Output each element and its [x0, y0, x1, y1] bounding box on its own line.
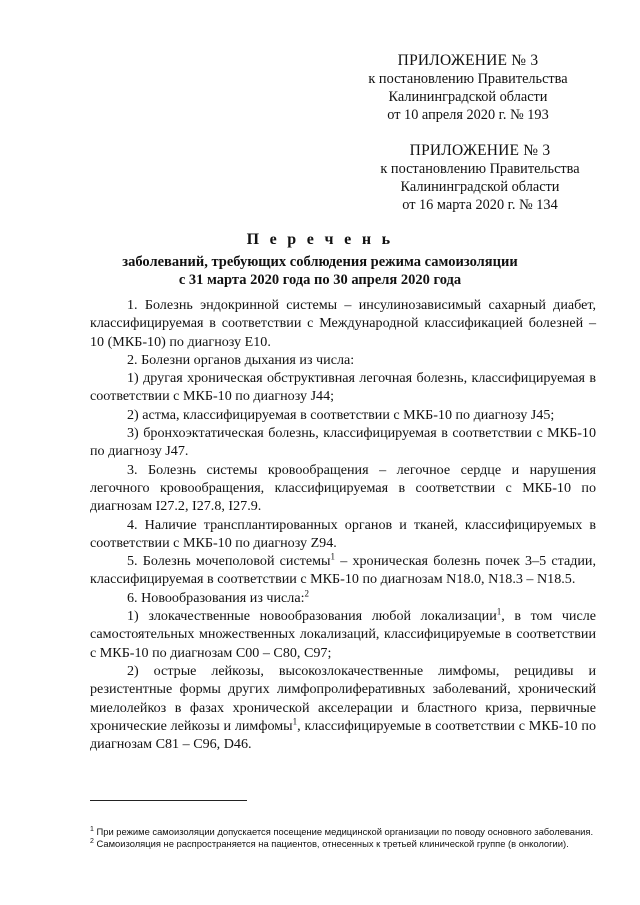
sub-list-item	[90, 607, 596, 662]
sub-list-item	[90, 662, 596, 753]
subtitle-line: с 31 марта 2020 года по 30 апреля 2020 года	[178, 272, 462, 288]
footnote-ref: 1	[292, 716, 298, 727]
appendix-line: Калининградской области	[388, 89, 548, 105]
list-item	[90, 552, 596, 589]
footnote-mark: 2	[90, 837, 94, 845]
appendix-line: Калининградской области	[400, 179, 560, 195]
footnote-ref: 2	[304, 588, 310, 599]
list-item: 3. Болезнь системы кровообращения – легочное сердце и нарушения легочного кровообращения, классифицируемая в соответствии с МКБ-10 по диагнозам I27.2, I27.8, I27.9.	[90, 461, 596, 515]
list-item: 2. Болезни органов дыхания из числа:	[127, 351, 355, 368]
appendix-title: ПРИЛОЖЕНИЕ № 3	[409, 142, 551, 159]
appendix-header-original	[362, 142, 598, 214]
subtitle-line: заболеваний, требующих соблюдения режима самоизоляции	[122, 254, 518, 270]
footnote-text: Самоизоляция не распространяется на пациентов, отнесенных к третьей клинической группе (в онкологии).	[93, 837, 569, 849]
footnote-ref: 1	[330, 551, 336, 562]
footnote-ref: 1	[496, 606, 502, 617]
item-text: 6. Новообразования из числа:	[127, 589, 305, 606]
list-item: 4. Наличие трансплантированных органов и тканей, классифицируемых в соответствии с МКБ-10 по диагнозу Z94.	[90, 516, 596, 551]
document-subtitle	[0, 253, 640, 289]
footnote	[90, 838, 602, 850]
footnote	[90, 826, 602, 838]
appendix-title: ПРИЛОЖЕНИЕ № 3	[397, 52, 539, 69]
document-body	[90, 296, 596, 753]
sub-list-item: 1) другая хроническая обструктивная легочная болезнь, классифицируемая в соответствии с МКБ-10 по диагнозу J44;	[90, 370, 596, 405]
appendix-line: к постановлению Правительства	[380, 161, 580, 177]
item-text: 5. Болезнь мочеполовой системы	[127, 553, 331, 570]
list-item	[90, 589, 596, 607]
item-text: , классифицируемые в соответствии с МКБ-10 по диагнозам C81 – C96, D46.	[90, 717, 596, 753]
document-title-block	[0, 230, 640, 289]
item-text: 2) острые лейкозы, высокозлокачественные лимфомы, рецидивы и резистентные формы других лимфопролиферативных заболеваний, хронический миелолейкоз в фазах хронической акселерации и бластного криза, первичные хронические лейкозы и лимфомы	[90, 662, 596, 734]
appendix-line: к постановлению Правительства	[368, 71, 568, 87]
appendix-date-line: от 16 марта 2020 г. № 134	[402, 197, 558, 213]
appendix-date-line: от 10 апреля 2020 г. № 193	[387, 107, 549, 123]
appendix-header-current	[338, 52, 598, 124]
list-item: 1. Болезнь эндокринной системы – инсулинозависимый сахарный диабет, классифицируемая в соответствии с Международной классификацией болезней – 10 (МКБ-10) по диагнозу E10.	[90, 297, 596, 350]
sub-list-item: 3) бронхоэктатическая болезнь, классифицируемая в соответствии с МКБ-10 по диагнозу J47.	[90, 425, 596, 460]
item-text: 1) злокачественные новообразования любой локализации	[127, 608, 497, 625]
footnote-divider	[90, 800, 247, 801]
footnote-mark: 1	[90, 825, 94, 833]
footnotes	[90, 826, 602, 849]
document-title: П е р е ч е н ь	[246, 231, 394, 248]
sub-list-item: 2) астма, классифицируемая в соответствии с МКБ-10 по диагнозу J45;	[127, 406, 555, 423]
item-text: – хроническая болезнь почек 3–5 стадии, классифицируемая в соответствии с МКБ-10 по диагнозам N18.0, N18.3 – N18.5.	[90, 553, 596, 588]
item-text: , в том числе самостоятельных множественных локализаций, классифицируемые в соответствии с МКБ-10 по диагнозам C00 – C80, C97;	[90, 608, 597, 661]
footnote-text: При режиме самоизоляции допускается посещение медицинской организации по поводу основного заболевания.	[93, 826, 594, 837]
